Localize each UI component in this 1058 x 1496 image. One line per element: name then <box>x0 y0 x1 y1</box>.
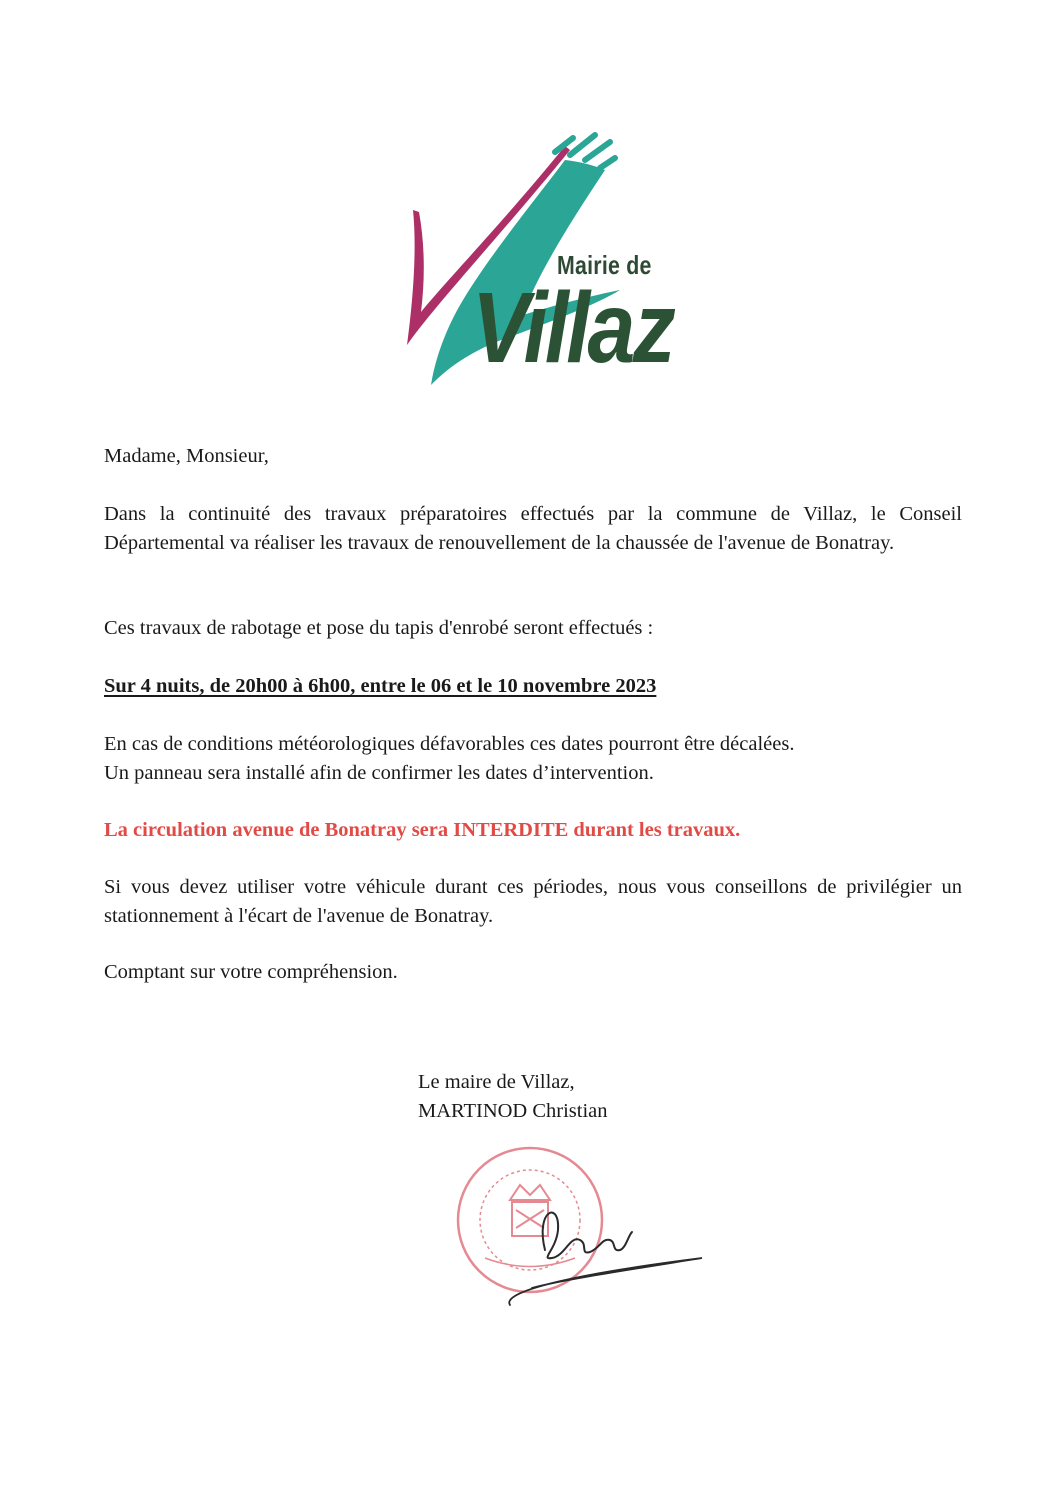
paragraph-weather-line1: En cas de conditions météorologiques défavorables ces dates pourront être décalées. <box>104 733 795 755</box>
mairie-seal-stamp-icon <box>440 1140 710 1320</box>
paragraph-weather-line2: Un panneau sera installé afin de confirmer les dates d’intervention. <box>104 762 654 784</box>
schedule-line: Sur 4 nuits, de 20h00 à 6h00, entre le 06 et le 10 novembre 2023 <box>104 675 657 697</box>
logo-title-large: Villaz <box>472 272 674 384</box>
closing-line: Comptant sur votre compréhension. <box>104 961 398 983</box>
paragraph-works: Ces travaux de rabotage et pose du tapis d'enrobé seront effectués : <box>104 617 654 639</box>
signature-block <box>418 1068 608 1126</box>
paragraph-parking: Si vous devez utiliser votre véhicule durant ces périodes, nous vous conseillons de privilégier un stationnement à l'écart de l'avenue de Bonatray. <box>104 876 962 927</box>
paragraph-intro: Dans la continuité des travaux préparatoires effectués par la commune de Villaz, le Conseil Départemental va réaliser les travaux de renouvellement de la chaussée de l'avenue de Bonatray. <box>104 503 962 554</box>
logo-title-small: Mairie de <box>557 250 652 280</box>
handwritten-signature <box>543 1213 632 1259</box>
signatory-title: Le maire de Villaz, <box>418 1071 575 1093</box>
salutation: Madame, Monsieur, <box>104 445 269 467</box>
stamp-emblem <box>510 1185 550 1236</box>
signatory-name: MARTINOD Christian <box>418 1100 608 1122</box>
signature-underline <box>509 1258 702 1305</box>
traffic-warning: La circulation avenue de Bonatray sera INTERDITE durant les travaux. <box>104 819 741 841</box>
